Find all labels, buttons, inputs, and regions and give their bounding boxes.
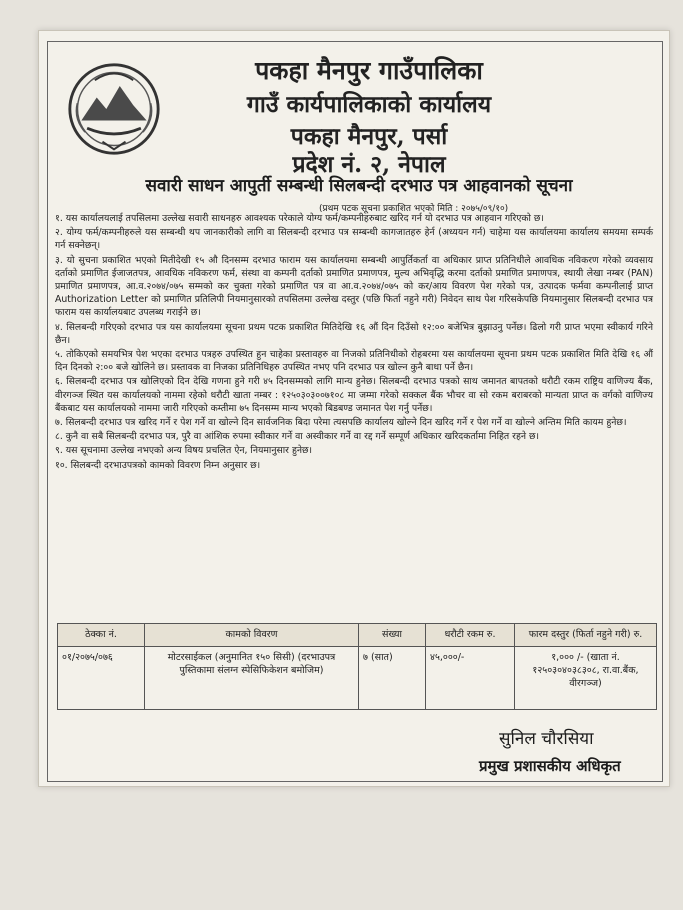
table-row (58, 647, 657, 710)
clause-6: ६. सिलबन्दी दरभाउ पत्र खोलिएको दिन देखि गणना हुने गरी ४५ दिनसम्मको लागि मान्य हुनेछ। सिलबन्दी दरभाउ पत्रको साथ जमानत बापतको धरौटी रकम राष्ट्रिय वाणिज्य बैंक, वीरगञ्ज स्थित यस कार्यालयको नाममा रहेको धरौटी खाता नम्बर : १२५०३०३००७१०८ मा जम्मा गरेको सक्कल बैंक भौचर वा सो रकम बराबरको मान्यता प्राप्त क वर्गको वाणिज्य बैंकबाट यस कार्यालयको नाममा जारी गरिएको कम्तीमा ७५ दिनसम्म मान्य भएको बिडबण्ड जमानत पेश गर्नु पर्नेछ। (55, 376, 653, 414)
cell-description: मोटरसाईकल (अनुमानित १५० सिसी) (दरभाउपत्र पुस्तिकामा संलग्न स्पेसिफिकेशन बमोजिम) (145, 647, 359, 710)
table-header-row (58, 624, 657, 647)
clause-9: ९. यस सूचनामा उल्लेख नभएको अन्य विषय प्रचलित ऐन, नियमानुसार हुनेछ। (55, 445, 313, 457)
clause-7: ७. सिलबन्दी दरभाउ पत्र खरिद गर्ने र पेश गर्ने वा खोल्ने दिन सार्वजनिक बिदा परेमा त्यसपछि कार्यालय खोल्ने दिन खरिद गर्ने र पेश गर्ने वा खोल्ने अन्तिम मिति कायम हुनेछ। (55, 417, 627, 429)
header-deposit: धरौटी रकम रु. (426, 624, 515, 647)
municipality-title: पकहा मैनपुर गाउँपालिका (255, 56, 483, 85)
header-description: कामको विवरण (145, 624, 359, 647)
clause-2: २. योग्य फर्म/कम्पनीहरुले यस सम्बन्धी थप जानकारीको लागि वा सिलबन्दी दरभाउ पत्र सम्बन्धी कागजातहरु हेर्न (अध्ययन गर्न) चाहेमा यस कार्यालयमा कार्यालय समयमा सम्पर्क गर्न सक्नेछन्। (55, 227, 653, 252)
cell-deposit: ४५,०००/- (426, 647, 515, 710)
clause-4: ४. सिलबन्दी गरिएको दरभाउ पत्र यस कार्यालयमा सूचना प्रथम पटक प्रकाशित मितिदेखि १६ औं दिन दिउँसो १२:०० बजेभित्र बुझाउनु पर्नेछ। ढिलो गरी प्राप्त भएमा स्वीकार्य गरिने छैन। (55, 321, 653, 346)
cell-contract-no: ०१/२०७५/०७६ (58, 647, 145, 710)
cell-fee: १,००० /- (खाता नं. १२५०३०४०३८३०८, रा.वा.बैंक, वीरगञ्ज) (515, 647, 657, 710)
office-title: गाउँ कार्यपालिकाको कार्यालय (246, 91, 492, 118)
province-line: प्रदेश नं. २, नेपाल (292, 151, 446, 178)
office-location: पकहा मैनपुर, पर्सा (290, 123, 448, 150)
clause-3: ३. यो सुचना प्रकाशित भएको मितीदेखी १५ औ दिनसम्म दरभाउ फाराम यस कार्यालयमा सम्बन्धी आपुर्तिकर्ता वा अधिकार प्राप्त प्रतिनिधीले आवधिक नविकरण गरेको व्यवसाय दर्ताको प्रमाणित ईजाजतपत्र, आवधिक नविकरण फर्म, संस्था वा कम्पनी दर्ताको प्रमाणित प्रमाणपत्र, मुल्य अभिवृद्धि करमा दर्ताको प्रमाणित प्रमाणपत्र, स्थायी लेखा नम्बर (PAN) प्रमाणित प्रमाणपत्र, आ.व.२०७४/०७५ सम्मको कर चुक्ता गरेको प्रमाणित पत्र वा आ.व.२०७४/०७५ को कर/आय विवरण पेश गरेको पत्र, उत्पादक फर्मवा कम्पनीलाई प्राप्त Authorization Letter को प्रमाणित प्रतिलिपी नियमानुसारको तपसिलमा उल्लेख दस्तुर (पछि फिर्ता नहुने गरी) निवेदन साथ पेश गरिसकेपछि नियमानुसार सिलबन्दी दरभाउ पत्र फाराम यस कार्यालयबाट उपलब्ध गराईने छ। (55, 254, 653, 319)
notice-paper (38, 30, 670, 787)
notice-title: सवारी साधन आपुर्ती सम्बन्धी सिलबन्दी दरभाउ पत्र आहवानको सूचना (145, 176, 573, 196)
government-emblem-icon (66, 61, 162, 157)
header-contract-no: ठेक्का नं. (58, 624, 145, 647)
header-quantity: संख्या (359, 624, 426, 647)
header-fee: फारम दस्तुर (फिर्ता नहुने गरी) रु. (515, 624, 657, 647)
publication-date: (प्रथम पटक सूचना प्रकाशित भएको मिति : २०७५/०९/१०) (319, 204, 509, 214)
cell-quantity: ७ (सात) (359, 647, 426, 710)
clause-1: १. यस कार्यालयलाई तपसिलमा उल्लेख सवारी साधनहरु आवश्यक परेकाले योग्य फर्म/कम्पनीहरुबाट खरिद गर्न यो दरभाउ पत्र आहवान गरिएको छ। (55, 213, 544, 224)
work-details-table (57, 623, 657, 710)
clause-10: १०. सिलबन्दी दरभाउपत्रको कामको विवरण निम्न अनुसार छ। (55, 459, 261, 471)
signatory-name: सुनिल चौरसिया (499, 729, 594, 749)
clause-8: ८. कुनै वा सबै सिलबन्दी दरभाउ पत्र, पुरै वा आंशिक रुपमा स्वीकार गर्ने वा अस्वीकार गर्ने वा रद्द गर्ने सम्पूर्ण अधिकार खरिदकर्तामा निहित रहने छ। (55, 431, 540, 443)
signatory-title: प्रमुख प्रशासकीय अधिकृत (479, 757, 621, 775)
clause-5: ५. तोकिएको समयभित्र पेश भएका दरभाउ पत्रहरु उपस्थित हुन चाहेका प्रस्तावहरु वा निजको प्रतिनिधीको रोहबरमा यस कार्यालयमा सूचना प्रथम पटक प्रकाशित मिति देखि १६ औं दिन दिनको २:०० बजे खोलिने छ। प्रस्तावक वा निजका प्रतिनिधिहरु उपस्थित नभए पनि दरभाउ पत्र खोल्न कुनै बाधा पर्ने छैन। (55, 349, 653, 374)
notice-body (55, 212, 653, 473)
